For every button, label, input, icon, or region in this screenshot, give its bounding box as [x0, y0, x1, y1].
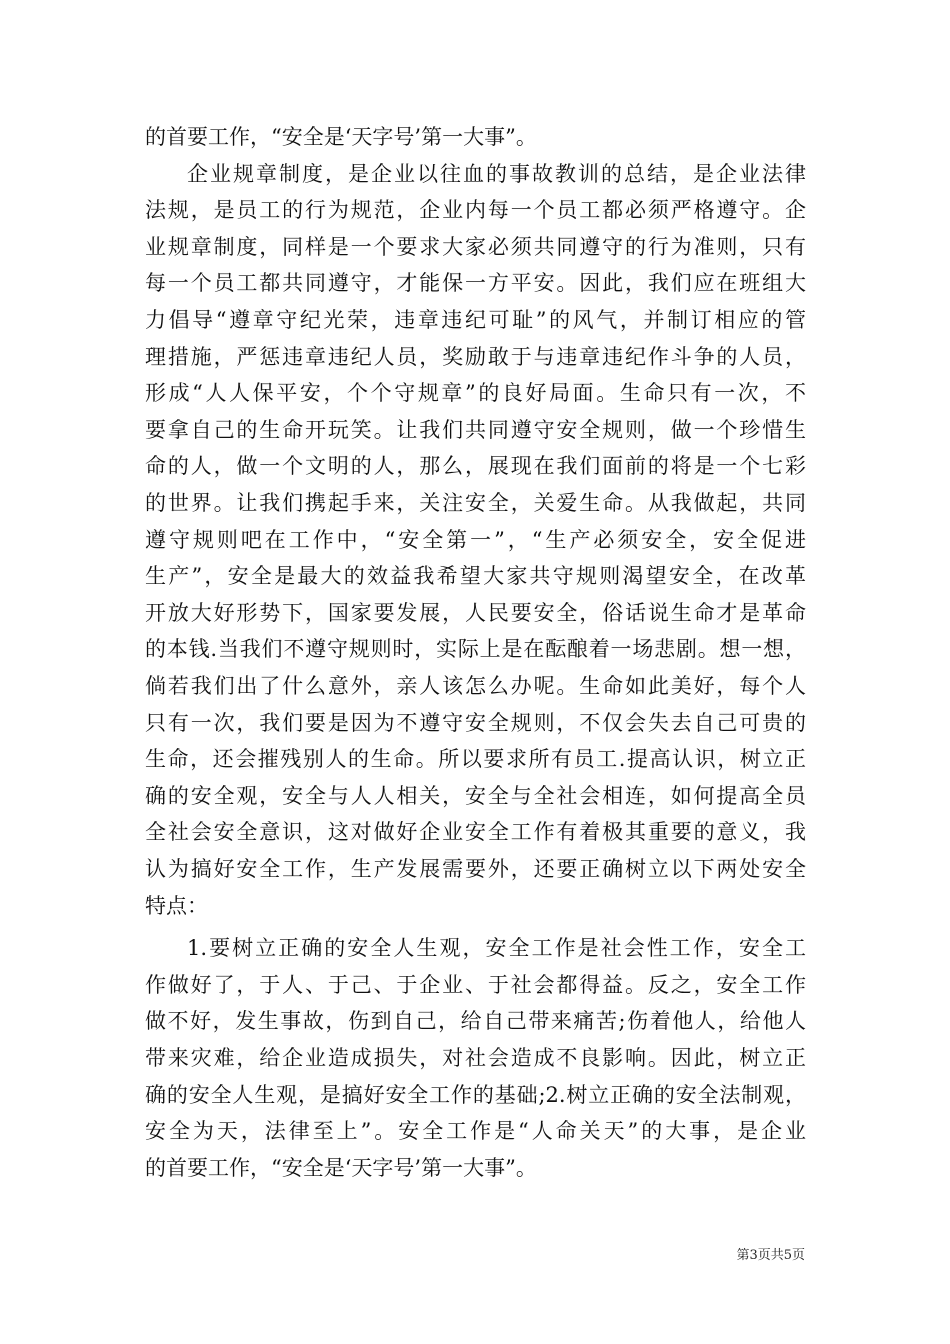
text-line: 认为搞好安全工作，生产发展需要外，还要正确树立以下两处安全	[145, 857, 806, 881]
text-line: 生产”，安全是最大的效益我希望大家共守规则渴望安全，在改革	[145, 564, 806, 589]
text-line: 做不好，发生事故，伤到自己，给自己带来痛苦;伤着他人，给他人	[145, 1009, 806, 1034]
text-line: 带来灾难，给企业造成损失，对社会造成不良影响。因此，树立正	[145, 1046, 806, 1070]
text-line: 力倡导“遵章守纪光荣，违章违纪可耻”的风气，并制订相应的管	[145, 308, 806, 332]
page-number: 第3页共5页	[736, 1248, 805, 1263]
text-line: 的首要工作，“安全是‘天字号’第一大事”。	[145, 125, 537, 149]
text-line: 生命，还会摧残别人的生命。所以要求所有员工.提高认识，树立正	[145, 747, 806, 772]
text-line: 1.要树立正确的安全人生观，安全工作是社会性工作，安全工	[187, 936, 806, 961]
text-line: 只有一次，我们要是因为不遵守安全规则，不仅会失去自己可贵的	[145, 710, 806, 735]
text-line: 确的安全人生观，是搞好安全工作的基础;2.树立正确的安全法制观，	[145, 1082, 806, 1107]
text-line: 理措施，严惩违章违纪人员，奖励敢于与违章违纪作斗争的人员，	[145, 344, 806, 369]
text-line: 的世界。让我们携起手来，关注安全，关爱生命。从我做起，共同	[145, 491, 806, 515]
text-line: 作做好了，于人、于己、于企业、于社会都得益。反之，安全工作	[145, 972, 806, 997]
text-line: 要拿自己的生命开玩笑。让我们共同遵守安全规则，做一个珍惜生	[145, 417, 806, 442]
text-line: 企业规章制度，是企业以往血的事故教训的总结，是企业法律	[187, 161, 806, 186]
text-line: 倘若我们出了什么意外，亲人该怎么办呢。生命如此美好，每个人	[145, 674, 806, 698]
text-line: 安全为天，法律至上”。安全工作是“人命关天”的大事，是企业	[145, 1119, 806, 1144]
text-line: 特点：	[145, 893, 208, 918]
text-line: 法规，是员工的行为规范，企业内每一个员工都必须严格遵守。企	[145, 198, 806, 223]
text-line: 业规章制度，同样是一个要求大家必须共同遵守的行为准则，只有	[145, 234, 806, 259]
text-line: 每一个员工都共同遵守，才能保一方平安。因此，我们应在班组大	[145, 271, 806, 296]
text-line: 全社会安全意识，这对做好企业安全工作有着极其重要的意义，我	[145, 820, 806, 845]
text-line: 遵守规则吧在工作中，“安全第一”，“生产必须安全，安全促进	[145, 527, 806, 552]
text-line: 的首要工作，“安全是‘天字号’第一大事”。	[145, 1155, 537, 1180]
text-line: 命的人，做一个文明的人，那么，展现在我们面前的将是一个七彩	[145, 454, 806, 479]
text-line: 形成“人人保平安，个个守规章”的良好局面。生命只有一次，不	[145, 381, 806, 406]
text-line: 确的安全观，安全与人人相关，安全与全社会相连，如何提高全员	[145, 783, 806, 808]
text-line: 的本钱.当我们不遵守规则时，实际上是在酝酿着一场悲剧。想一想，	[145, 637, 806, 662]
text-line: 开放大好形势下，国家要发展，人民要安全，俗话说生命才是革命	[145, 600, 806, 625]
